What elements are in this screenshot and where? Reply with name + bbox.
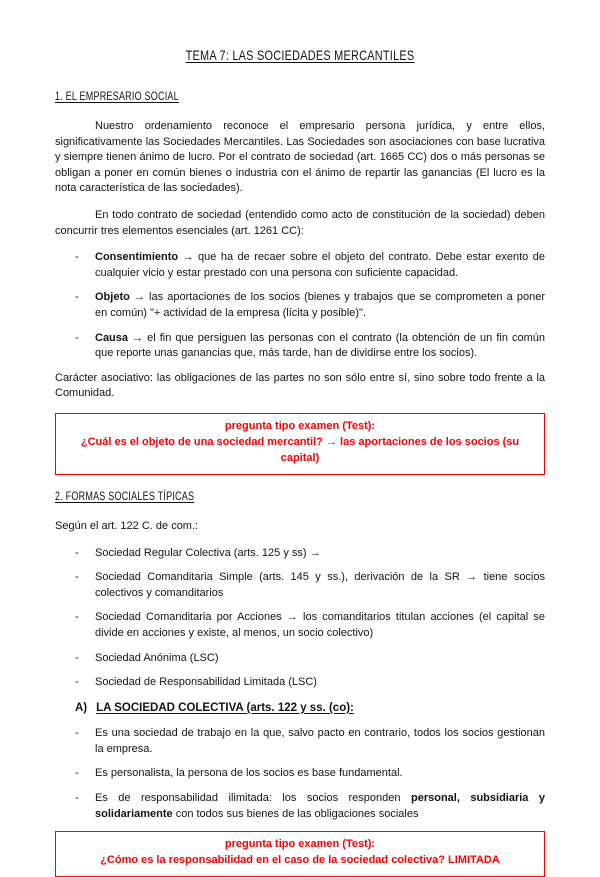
- section2-bullet-list: [55, 546, 545, 691]
- bullet-text: Sociedad Comanditaria por Acciones → los comanditarios titulan acciones (el capital se divide en acciones y existe, al menos, un socio colectivo): [95, 611, 545, 639]
- list-item: [55, 331, 545, 362]
- list-item: [55, 766, 545, 782]
- bullet-bold-text: personal, subsidiaria y solidariamente: [95, 791, 546, 820]
- bullet-text-post: con todos sus bienes de las obligaciones sociales: [172, 807, 419, 820]
- subsection-a-title: LA SOCIEDAD COLECTIVA: [96, 701, 244, 714]
- exam-box-question: ¿Cómo es la responsabilidad en el caso de la sociedad colectiva? LIMITADA: [100, 854, 500, 867]
- list-item: [55, 651, 545, 667]
- bullet-text: Sociedad Regular Colectiva (arts. 125 y ss) →: [95, 546, 321, 559]
- section1-paragraph-3: Carácter asociativo: las obligaciones de las partes no son sólo entre sí, sino sobre todo frente a la Comunidad.: [55, 371, 545, 400]
- bullet-term: Causa: [95, 331, 129, 344]
- section1-paragraph-1: Nuestro ordenamiento reconoce el empresario persona jurídica, y entre ellos, significativamente las Sociedades Mercantiles. Las Sociedades son asociaciones con base lucrativa y siempre tienen ánimo de lucro. Por el contrato de sociedad (art. 1665 CC) dos o más personas se obligan a poner en común bienes o industria con el ánimo de repartir las ganancias (El lucro es la nota característica de las sociedades).: [55, 119, 545, 195]
- section1-heading: 1. EL EMPRESARIO SOCIAL: [55, 88, 179, 103]
- exam-box-question: ¿Cuál es el objeto de una sociedad mercantil? → las aportaciones de los socios (su capital): [80, 435, 520, 464]
- bullet-term: Objeto: [95, 291, 130, 304]
- bullet-text: → que ha de recaer sobre el objeto del contrato. Debe estar exento de cualquier vicio y estar prestado con una persona con suficiente capacidad.: [95, 251, 545, 279]
- bullet-text: Es personalista, la persona de los socios es base fundamental.: [95, 767, 403, 780]
- subsection-a-bullet-list: [55, 726, 545, 822]
- list-item: [55, 570, 545, 601]
- exam-box-title: pregunta tipo examen (Test):: [224, 838, 376, 851]
- subsection-a-label: A): [75, 701, 88, 714]
- list-item: [55, 791, 545, 822]
- exam-question-box: [55, 413, 545, 475]
- bullet-term: Consentimiento: [95, 251, 179, 264]
- bullet-text: Es de responsabilidad ilimitada: los socios responden: [95, 791, 411, 804]
- list-item: [55, 290, 545, 321]
- subsection-a-heading: [55, 700, 545, 716]
- page-title: TEMA 7: LAS SOCIEDADES MERCANTILES: [185, 47, 415, 63]
- list-item: [55, 610, 545, 641]
- section2-intro: Según el art. 122 C. de com.:: [55, 519, 199, 532]
- list-item: [55, 250, 545, 281]
- bullet-text: → las aportaciones de los socios (bienes y trabajos que se comprometen a poner en común) "+ actividad de la empresa (lícita y posible)".: [95, 291, 545, 319]
- list-item: [55, 546, 545, 562]
- section2-heading: 2. FORMAS SOCIALES TÍPICAS: [55, 488, 195, 503]
- exam-question-box: [55, 831, 545, 877]
- list-item: [55, 726, 545, 757]
- exam-box-title: pregunta tipo examen (Test):: [224, 420, 376, 433]
- subsection-a-title-ref: (arts. 122 y ss. (co):: [243, 701, 354, 714]
- bullet-text: Es una sociedad de trabajo en la que, salvo pacto en contrario, todos los socios gestionan la empresa.: [95, 727, 545, 755]
- section1-bullet-list: [55, 250, 545, 362]
- section1-paragraph-2: En todo contrato de sociedad (entendido como acto de constitución de la sociedad) deben concurrir tres elementos esenciales (art. 1261 CC):: [55, 208, 545, 237]
- bullet-text: Sociedad de Responsabilidad Limitada (LSC): [95, 676, 317, 689]
- bullet-text: Sociedad Comanditaria Simple (arts. 145 y ss.), derivación de la SR → tiene socios colectivos y comanditarios: [95, 571, 545, 599]
- list-item: [55, 675, 545, 691]
- bullet-text: → el fin que persiguen las personas con el contrato (la obtención de un fin común que reporte unas ganancias que, más tarde, han de dividirse entre los socios).: [95, 331, 545, 360]
- bullet-text: Sociedad Anónima (LSC): [95, 651, 219, 664]
